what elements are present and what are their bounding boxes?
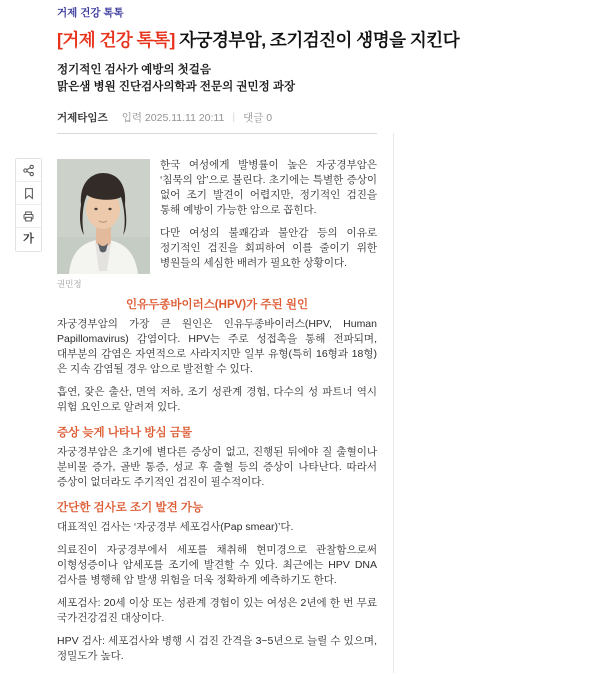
section-heading-screening: 간단한 검사로 조기 발견 가능 [57, 501, 204, 514]
byline-source-link[interactable]: 거제타임즈 [57, 111, 108, 124]
paragraph-screening-1: 대표적인 검사는 ‘자궁경부 세포검사(Pap smear)’다. [57, 520, 294, 533]
title-main: 자궁경부암, 조기검진이 생명을 지킨다 [174, 30, 460, 50]
page-column-divider [393, 133, 394, 673]
paragraph-intro-1: 한국 여성에게 발병률이 높은 자궁경부암은 ‘침묵의 암’으로 불린다. 초기에는 특별한 증상이 없어 조기 발견이 어렵지만, 정기적인 검진을 통해 예방이 가능한 암으로 꼽힌다. [160, 158, 377, 216]
article-body [57, 158, 377, 664]
category-tag-link[interactable]: 거제 건강 톡톡 [57, 7, 124, 19]
section-heading-hpv-cause: 인유두종바이러스(HPV)가 주된 원인 [125, 298, 309, 311]
article-subtitle [57, 62, 377, 96]
article-tool-rail [15, 158, 42, 252]
screening-notes [57, 596, 377, 664]
paragraph-hpv-2: 흡연, 잦은 출산, 면역 저하, 조기 성관계 경험, 다수의 성 파트너 역시 위험 요인으로 알려져 있다. [57, 385, 377, 413]
title-highlight: [거제 건강 톡톡] [57, 30, 175, 50]
doctor-photo-figure [57, 159, 150, 292]
bookmark-icon [23, 187, 35, 200]
paragraph-intro-2: 다만 여성의 불쾌감과 불안감 등의 이유로 정기적인 검진을 회피하여 이를 줄이기 위한 병원들의 세심한 배려가 필요한 상황이다. [160, 226, 377, 269]
article-column [57, 5, 460, 672]
section-heading-symptoms: 증상 늦게 나타나 방심 금물 [57, 426, 192, 439]
print-button[interactable] [16, 205, 41, 228]
font-size-icon: 가 [23, 233, 34, 245]
subtitle-line-1: 정기적인 검사가 예방의 첫걸음 [57, 63, 212, 76]
published-timestamp: 입력 2025.11.11 20:11 [121, 111, 225, 124]
font-size-button[interactable] [16, 228, 41, 251]
comments-count-link[interactable]: 댓글 0 [243, 111, 273, 124]
paragraph-hpv-1: 자궁경부암의 가장 큰 원인은 인유두종바이러스(HPV, Human Papillomavirus) 감염이다. HPV는 주로 성접촉을 통해 전파되며, 대부분의 감염은 자연적으로 사라지지만 일부 유형(특히 16형과 18형)은 지속 감염될 경우 암으로 발전할 수 있다. [57, 317, 377, 375]
article-title [57, 30, 459, 52]
paragraph-symptoms: 자궁경부암은 초기에 별다른 증상이 없고, 진행된 뒤에야 질 출혈이나 분비물 증가, 골반 통증, 성교 후 출혈 등의 증상이 나타난다. 따라서 증상이 없더라도 주기적인 검진이 필수적이다. [57, 445, 377, 488]
bookmark-button[interactable] [16, 182, 41, 205]
doctor-photo [57, 159, 150, 274]
byline-divider [57, 133, 377, 134]
printer-icon [22, 210, 35, 223]
note-pap-test: 세포검사: 20세 이상 또는 성관계 경험이 있는 여성은 2년에 한 번 무료 국가건강검진 대상이다. [57, 596, 377, 624]
subtitle-line-2: 맑은샘 병원 진단검사의학과 전문의 권민정 과장 [57, 80, 296, 93]
share-nodes-icon [22, 164, 35, 177]
paragraph-screening-2: 의료진이 자궁경부에서 세포를 채취해 현미경으로 관찰함으로써 이형성증이나 암세포를 조기에 발견할 수 있다. 최근에는 HPV DNA 검사를 병행해 암 발생 위험을 더욱 정확하게 예측하기도 한다. [57, 543, 377, 586]
byline [57, 111, 377, 124]
photo-caption: 권민정 [57, 278, 82, 289]
note-hpv-test: HPV 검사: 세포검사와 병행 시 검진 간격을 3~5년으로 늘릴 수 있으며, 정밀도가 높다. [57, 634, 377, 662]
share-button[interactable] [16, 159, 41, 182]
byline-separator: | [232, 111, 236, 124]
